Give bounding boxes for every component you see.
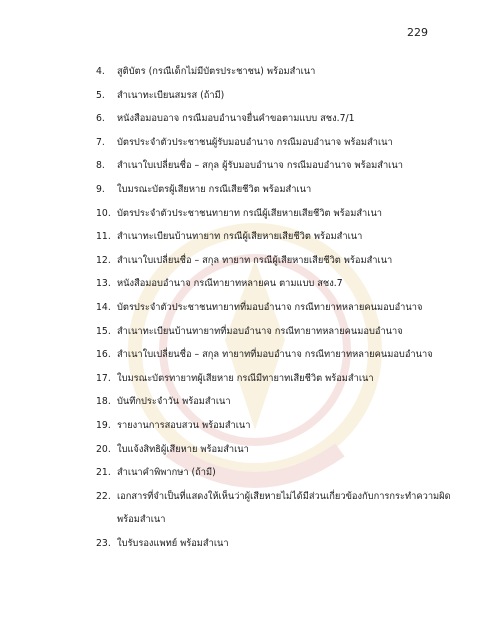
list-item-number: 4. xyxy=(96,66,105,77)
list-item-number: 7. xyxy=(96,136,105,148)
list-item-number: 14. xyxy=(96,301,111,313)
list-item xyxy=(96,532,446,556)
list-item-number: 18. xyxy=(96,396,111,408)
list-item-number: 22. xyxy=(96,490,111,502)
list-item-text: บัตรประจำตัวประชาชนทายาท กรณีผู้เสียหายเสียชีวิต พร้อมสำเนา xyxy=(117,207,383,219)
list-item-number: 9. xyxy=(96,183,105,195)
page-number: 229 xyxy=(407,26,428,39)
list-item-text: ใบมรณะบัตรผู้เสียหาย กรณีเสียชีวิต พร้อมสำเนา xyxy=(117,183,312,195)
list-item xyxy=(96,249,446,273)
list-item-continuation: พร้อมสำเนา xyxy=(117,514,166,526)
list-item-number: 11. xyxy=(96,231,111,243)
list-item-number: 16. xyxy=(96,349,111,361)
list-item-number: 17. xyxy=(96,372,111,384)
list-item-number: 13. xyxy=(96,278,111,290)
list-item-number: 10. xyxy=(96,207,111,219)
list-item-number: 15. xyxy=(96,325,111,337)
list-item-number: 5. xyxy=(96,89,105,101)
list-item xyxy=(96,154,446,178)
list-item xyxy=(96,390,446,414)
document-list xyxy=(96,60,451,555)
list-item-text: ใบมรณะบัตรทายาทผู้เสียหาย กรณีมีทายาทเสียชีวิต พร้อมสำเนา xyxy=(117,372,374,384)
list-item-number: 20. xyxy=(96,443,111,455)
list-item xyxy=(96,438,446,462)
list-item-text: บัตรประจำตัวประชาชนทายาทที่มอบอำนาจ กรณีทายาทหลายคนมอบอำนาจ xyxy=(117,301,423,313)
list-item xyxy=(96,343,446,367)
list-item-text: สำเนาใบเปลี่ยนชื่อ – สกุล ทายาท กรณีผู้เสียหายเสียชีวิต พร้อมสำเนา xyxy=(117,254,393,266)
list-item-number: 23. xyxy=(96,537,111,549)
list-item xyxy=(96,485,451,509)
list-item xyxy=(96,60,446,84)
list-item-text: สำเนาทะเบียนสมรส (ถ้ามี) xyxy=(117,89,225,101)
list-item xyxy=(96,178,446,202)
list-item xyxy=(96,131,446,155)
list-item xyxy=(96,202,446,226)
list-item xyxy=(96,461,446,485)
list-item-number: 6. xyxy=(96,113,105,125)
list-item-text: สำเนาทะเบียนบ้านทายาทที่มอบอำนาจ กรณีทายาทหลายคนมอบอำนาจ xyxy=(117,325,403,337)
list-item-text: สำเนาคำพิพากษา (ถ้ามี) xyxy=(117,467,216,479)
list-item-text: ใบรับรองแพทย์ พร้อมสำเนา xyxy=(117,537,229,549)
list-item-text: ใบแจ้งสิทธิผู้เสียหาย พร้อมสำเนา xyxy=(117,443,249,455)
list-item xyxy=(96,320,446,344)
list-item-text: รายงานการสอบสวน พร้อมสำเนา xyxy=(117,419,251,431)
list-item-text: สำเนาใบเปลี่ยนชื่อ – สกุล ทายาทที่มอบอำนาจ กรณีทายาทหลายคนมอบอำนาจ xyxy=(117,349,433,361)
list-item-number: 19. xyxy=(96,419,111,431)
list-item xyxy=(96,414,446,438)
list-item xyxy=(96,367,446,391)
list-item-text: บัตรประจำตัวประชาชนผู้รับมอบอำนาจ กรณีมอบอำนาจ พร้อมสำเนา xyxy=(117,136,393,148)
list-item-text: บันทึกประจำวัน พร้อมสำเนา xyxy=(117,396,231,408)
list-item xyxy=(96,225,446,249)
list-item-text: สูติบัตร (กรณีเด็กไม่มีบัตรประชาชน) พร้อมสำเนา xyxy=(117,66,316,77)
list-item-number: 12. xyxy=(96,254,111,266)
list-item xyxy=(96,272,446,296)
list-item xyxy=(96,84,446,108)
list-item-text: หนังสือมอบอาจ กรณีมอบอำนาจยื่นคำขอตามแบบ สชง.7/1 xyxy=(117,113,355,125)
list-item xyxy=(96,107,446,131)
list-item-text: สำเนาทะเบียนบ้านทายาท กรณีผู้เสียหายเสียชีวิต พร้อมสำเนา xyxy=(117,231,363,243)
list-item-text: หนังสือมอบอำนาจ กรณีทายาทหลายคน ตามแบบ สชง.7 xyxy=(117,278,343,290)
list-item-text: สำเนาใบเปลี่ยนชื่อ – สกุล ผู้รับมอบอำนาจ กรณีมอบอำนาจ พร้อมสำเนา xyxy=(117,160,403,172)
list-item xyxy=(96,296,446,320)
list-item-number: 21. xyxy=(96,467,111,479)
list-item-text: เอกสารที่จำเป็นที่แสดงให้เห็นว่าผู้เสียหายไม่ได้มีส่วนเกี่ยวข้องกับการกระทำความผิด xyxy=(117,490,451,502)
list-item-number: 8. xyxy=(96,160,105,172)
